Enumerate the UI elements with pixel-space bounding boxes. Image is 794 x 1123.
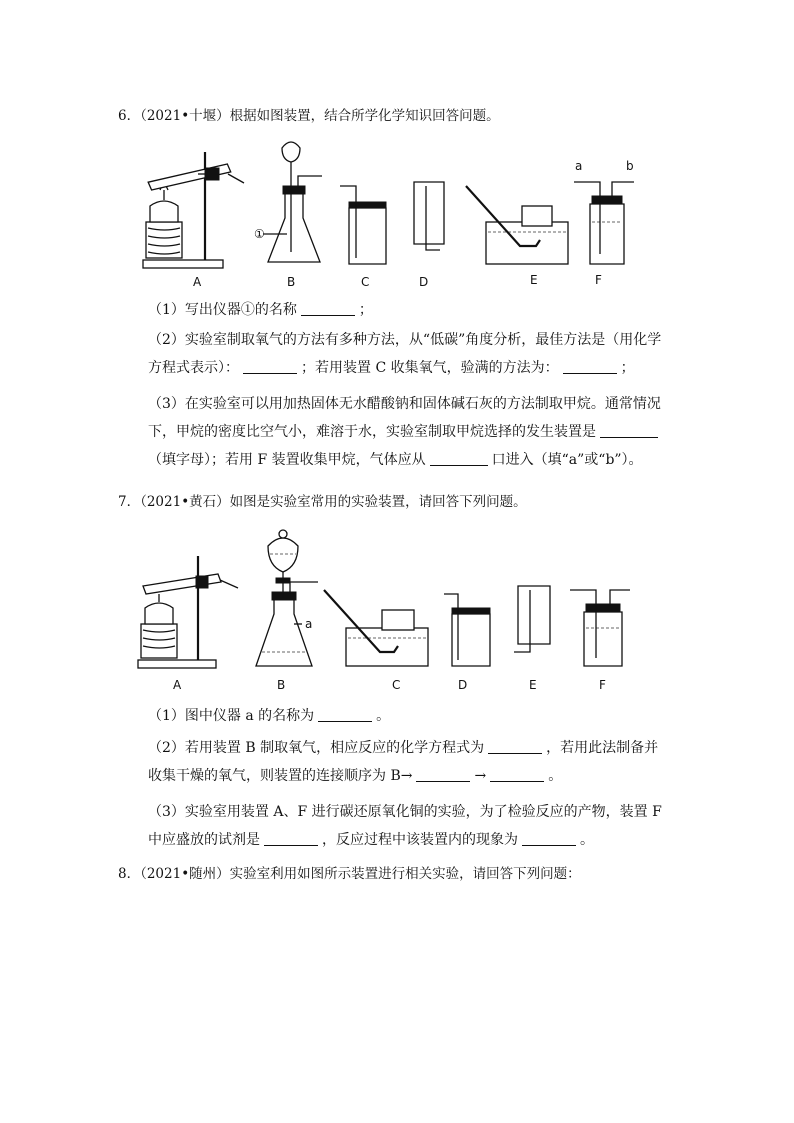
q7-s2-text-a: （2）若用装置 B 制取氧气，相应反应的化学方程式为 <box>148 740 485 756</box>
q7-label-d: D <box>458 678 468 692</box>
q7-s1-text-a: （1）图中仪器 a 的名称为 <box>148 708 315 724</box>
q7-s2-text-b: ，若用此法制备并收集干燥的氧气，则装置的连接顺序为 B→ <box>148 740 659 784</box>
q7-apparatus-d <box>444 594 490 666</box>
q6-label-a: A <box>193 275 202 289</box>
q6-s1-text-b: ； <box>358 302 373 318</box>
q7-s3-text-a: （3）实验室用装置 A、F 进行碳还原氧化铜的实验，为了检验反应的产物，装置 F 中应盛放的试剂是 <box>148 804 662 848</box>
q6-s3-text-a: （3）在实验室可以用加热固体无水醋酸钠和固体碱石灰的方法制取甲烷。通常情况下，甲烷的密度比空气小，难溶于水，实验室制取甲烷选择的发生装置是 <box>148 396 661 440</box>
q7-apparatus-b <box>256 530 318 666</box>
q6-s3-text-c: 口进入（填“a”或“b”）。 <box>491 452 643 468</box>
q6-header: 6．（2021•十堰）根据如图装置，结合所学化学知识回答问题。 <box>118 108 500 124</box>
q7-answer-blank-2[interactable] <box>488 739 542 754</box>
q7-answer-blank-3[interactable] <box>416 767 470 782</box>
q7-s3-text-b: ，反应过程中该装置内的现象为 <box>322 832 518 848</box>
q7-label-b: B <box>277 678 286 692</box>
q6-label-c: C <box>361 275 370 289</box>
q7-label-a: A <box>173 678 182 692</box>
q7-answer-blank-5[interactable] <box>264 831 318 846</box>
q6-label-d: D <box>419 275 429 289</box>
q6-port-a: a <box>575 159 583 173</box>
q7-s2-text-c: → <box>474 768 487 784</box>
q8-header: 8．（2021•随州）实验室利用如图所示装置进行相关实验，请回答下列问题： <box>118 866 581 882</box>
q7-marker-a: a <box>305 617 313 631</box>
q6-s2-text-b: ；若用装置 C 收集氧气，验满的方法为： <box>301 360 559 376</box>
q7-subquestion-1 <box>148 702 668 730</box>
q6-label-e: E <box>530 273 538 287</box>
q7-s1-text-b: 。 <box>376 708 391 724</box>
q7-s3-text-c: 。 <box>580 832 594 848</box>
q6-label-f: F <box>595 273 602 287</box>
q7-apparatus-e <box>514 586 550 652</box>
q6-label-b: B <box>287 275 296 289</box>
q7-apparatus-f <box>570 590 630 666</box>
q6-s2-text-c: ； <box>620 360 635 376</box>
q7-label-c: C <box>392 678 401 692</box>
q7-subquestion-3 <box>148 798 668 854</box>
q7-label-e: E <box>529 678 537 692</box>
q6-s2-text-a: （2）实验室制取氧气的方法有多种方法，从“低碳”角度分析，最佳方法是（用化学方程式表示）： <box>148 332 662 376</box>
q7-apparatus-a <box>138 556 238 668</box>
q6-s1-text-a: （1）写出仪器①的名称 <box>148 302 297 318</box>
q7-answer-blank-6[interactable] <box>522 831 576 846</box>
q7-header: 7．（2021•黄石）如图是实验室常用的实验装置，请回答下列问题。 <box>118 494 527 510</box>
q6-s3-text-b: （填字母）；若用 F 装置收集甲烷，气体应从 <box>148 452 426 468</box>
q7-subquestion-2 <box>148 734 668 790</box>
q7-s2-text-d: 。 <box>548 768 563 784</box>
q7-label-f: F <box>599 678 606 692</box>
q6-marker-1: ① <box>254 227 265 241</box>
q7-answer-blank-1[interactable] <box>318 707 372 722</box>
q7-answer-blank-4[interactable] <box>490 767 544 782</box>
q6-port-b: b <box>626 159 634 173</box>
q7-apparatus-c <box>324 590 428 666</box>
